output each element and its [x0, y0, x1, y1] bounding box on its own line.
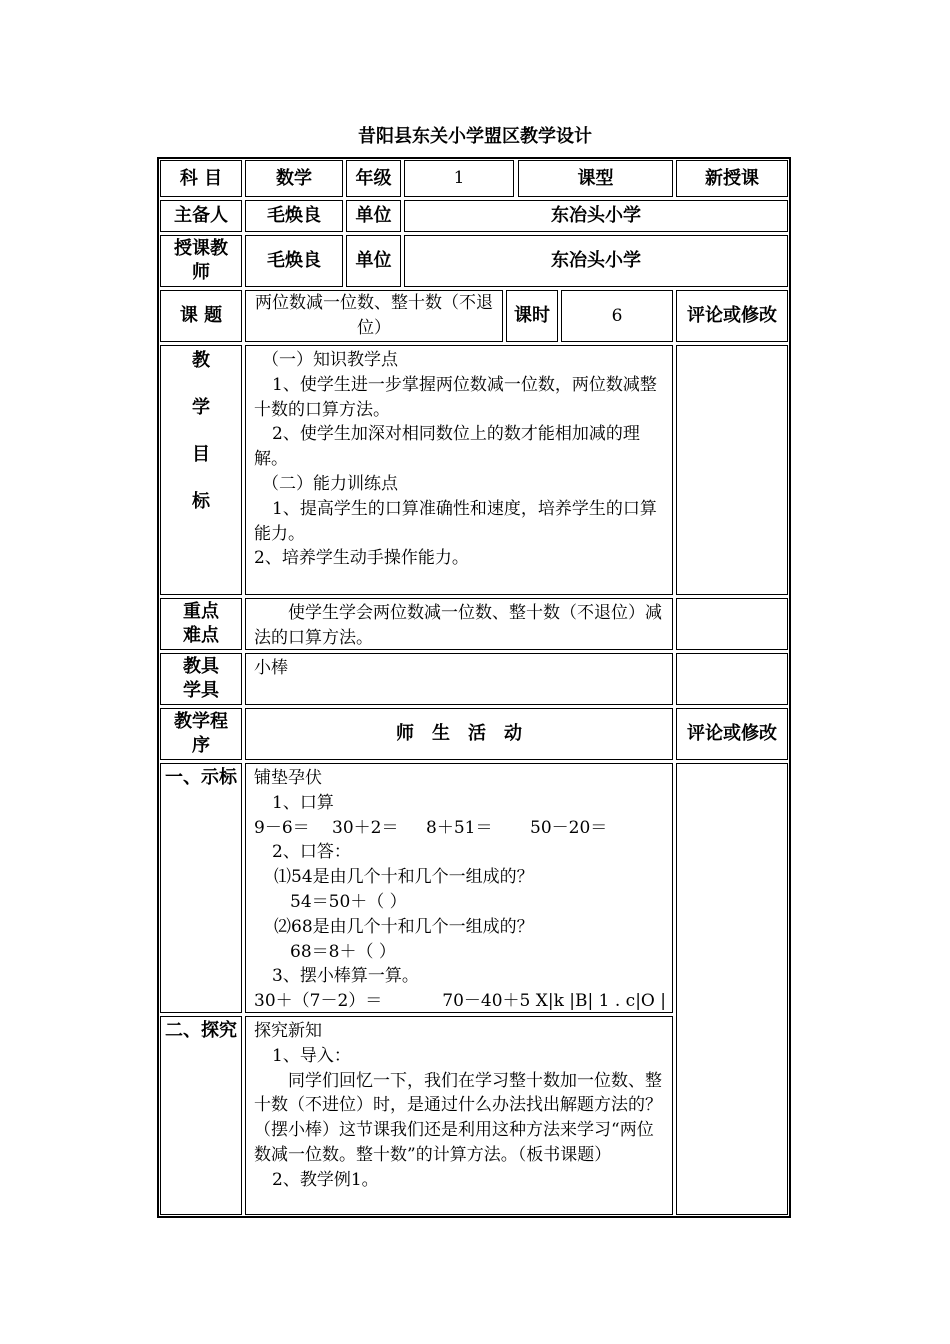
teacher-unit-value: 东冶头小学 [404, 235, 788, 287]
tools-label: 教具学具 [160, 653, 242, 705]
objectives-comment [676, 345, 788, 595]
section1-content [245, 763, 673, 1013]
section1-question: ⑴54是由几个十和几个一组成的？ [274, 867, 534, 888]
preparer-unit-value: 东冶头小学 [404, 200, 788, 232]
objectives-line: （一）知识教学点 [262, 350, 398, 370]
objectives-line: 2、使学生加深对相同数位上的数才能相加减的理解。 [254, 424, 640, 470]
calc-item: 30＋2＝ [332, 817, 399, 838]
section2-content [245, 1016, 673, 1215]
grade-value: 1 [404, 160, 514, 197]
section1-equation: 68＝8＋（ ） [290, 941, 396, 962]
section2-heading: 探究新知 [254, 1021, 322, 1041]
objectives-content [245, 345, 673, 595]
lesson-type-value: 新授课 [676, 160, 788, 197]
tools-text: 小棒 [254, 658, 288, 678]
activity-label: 师 生 活 动 [245, 708, 673, 760]
tools-comment [676, 653, 788, 705]
section1-item: 1、口算 [272, 792, 334, 813]
section1-heading: 铺垫孕伏 [254, 768, 322, 788]
teacher-name: 毛焕良 [245, 235, 343, 287]
objectives-line: 1、使学生进一步掌握两位数减一位数，两位数减整十数的口算方法。 [254, 374, 657, 420]
subject-value: 数学 [245, 160, 343, 197]
section1-item: 2、口答： [272, 842, 351, 863]
key-points-comment [676, 598, 788, 650]
section1-equation: 54＝50＋（ ） [290, 891, 407, 912]
topic-comment-label: 评论或修改 [676, 290, 788, 342]
topic-label: 课 题 [160, 290, 242, 342]
objectives-line: 1、提高学生的口算准确性和速度，培养学生的口算能力。 [254, 498, 657, 544]
hours-label: 课时 [506, 290, 558, 342]
section1-item: 3、摆小棒算一算。 [272, 966, 419, 987]
section2-item: 1、导入： [272, 1045, 351, 1066]
procedure-label: 教学程序 [160, 708, 242, 760]
section2-label: 二、探究 [160, 1016, 242, 1215]
lesson-type-label: 课型 [518, 160, 673, 197]
calc-item: 50－20＝ [530, 817, 608, 838]
hours-value: 6 [561, 290, 673, 342]
section-comment [676, 763, 788, 1215]
topic-value: 两位数减一位数、整十数（不退位） [245, 290, 503, 342]
key-points-content [245, 598, 673, 650]
key-points-label: 重点难点 [160, 598, 242, 650]
section1-question: ⑵68是由几个十和几个一组成的？ [274, 916, 534, 937]
last-right: 70－40＋5 X|k |B| 1 . c|O | [442, 991, 666, 1012]
preparer-name: 毛焕良 [245, 200, 343, 232]
teacher-label: 授课教师 [160, 235, 242, 287]
objectives-line: （二）能力训练点 [262, 473, 398, 494]
last-row [254, 989, 666, 1013]
calc-item: 9－6＝ [254, 817, 310, 838]
key-points-text: 使学生学会两位数减一位数、整十数（不退位）减法的口算方法。 [254, 603, 662, 648]
document-title: 昔阳县东关小学盟区教学设计 [358, 126, 592, 147]
preparer-label: 主备人 [160, 200, 242, 232]
teacher-unit-label: 单位 [346, 235, 401, 287]
objectives-label: 教 学 目 标 [160, 345, 242, 595]
preparer-unit-label: 单位 [346, 200, 401, 232]
grade-label: 年级 [346, 160, 401, 197]
section2-item: 2、教学例1。 [272, 1169, 379, 1190]
calc-row [254, 816, 666, 841]
section1-label: 一、示标 [160, 763, 242, 1013]
objectives-line: 2、培养学生动手操作能力。 [254, 548, 469, 569]
subject-label: 科 目 [160, 160, 242, 197]
section2-paragraph: 同学们回忆一下，我们在学习整十数加一位数、整十数（不进位）时，是通过什么办法找出解题方法的？（摆小棒）这节课我们还是利用这种方法来学习“两位数减一位数。整十数”的计算方法。（板书课题） [254, 1070, 662, 1165]
procedure-comment-label: 评论或修改 [676, 708, 788, 760]
tools-content [245, 653, 673, 705]
last-left: 30＋（7－2）＝ [254, 991, 383, 1012]
calc-item: 8＋51＝ [426, 817, 493, 838]
